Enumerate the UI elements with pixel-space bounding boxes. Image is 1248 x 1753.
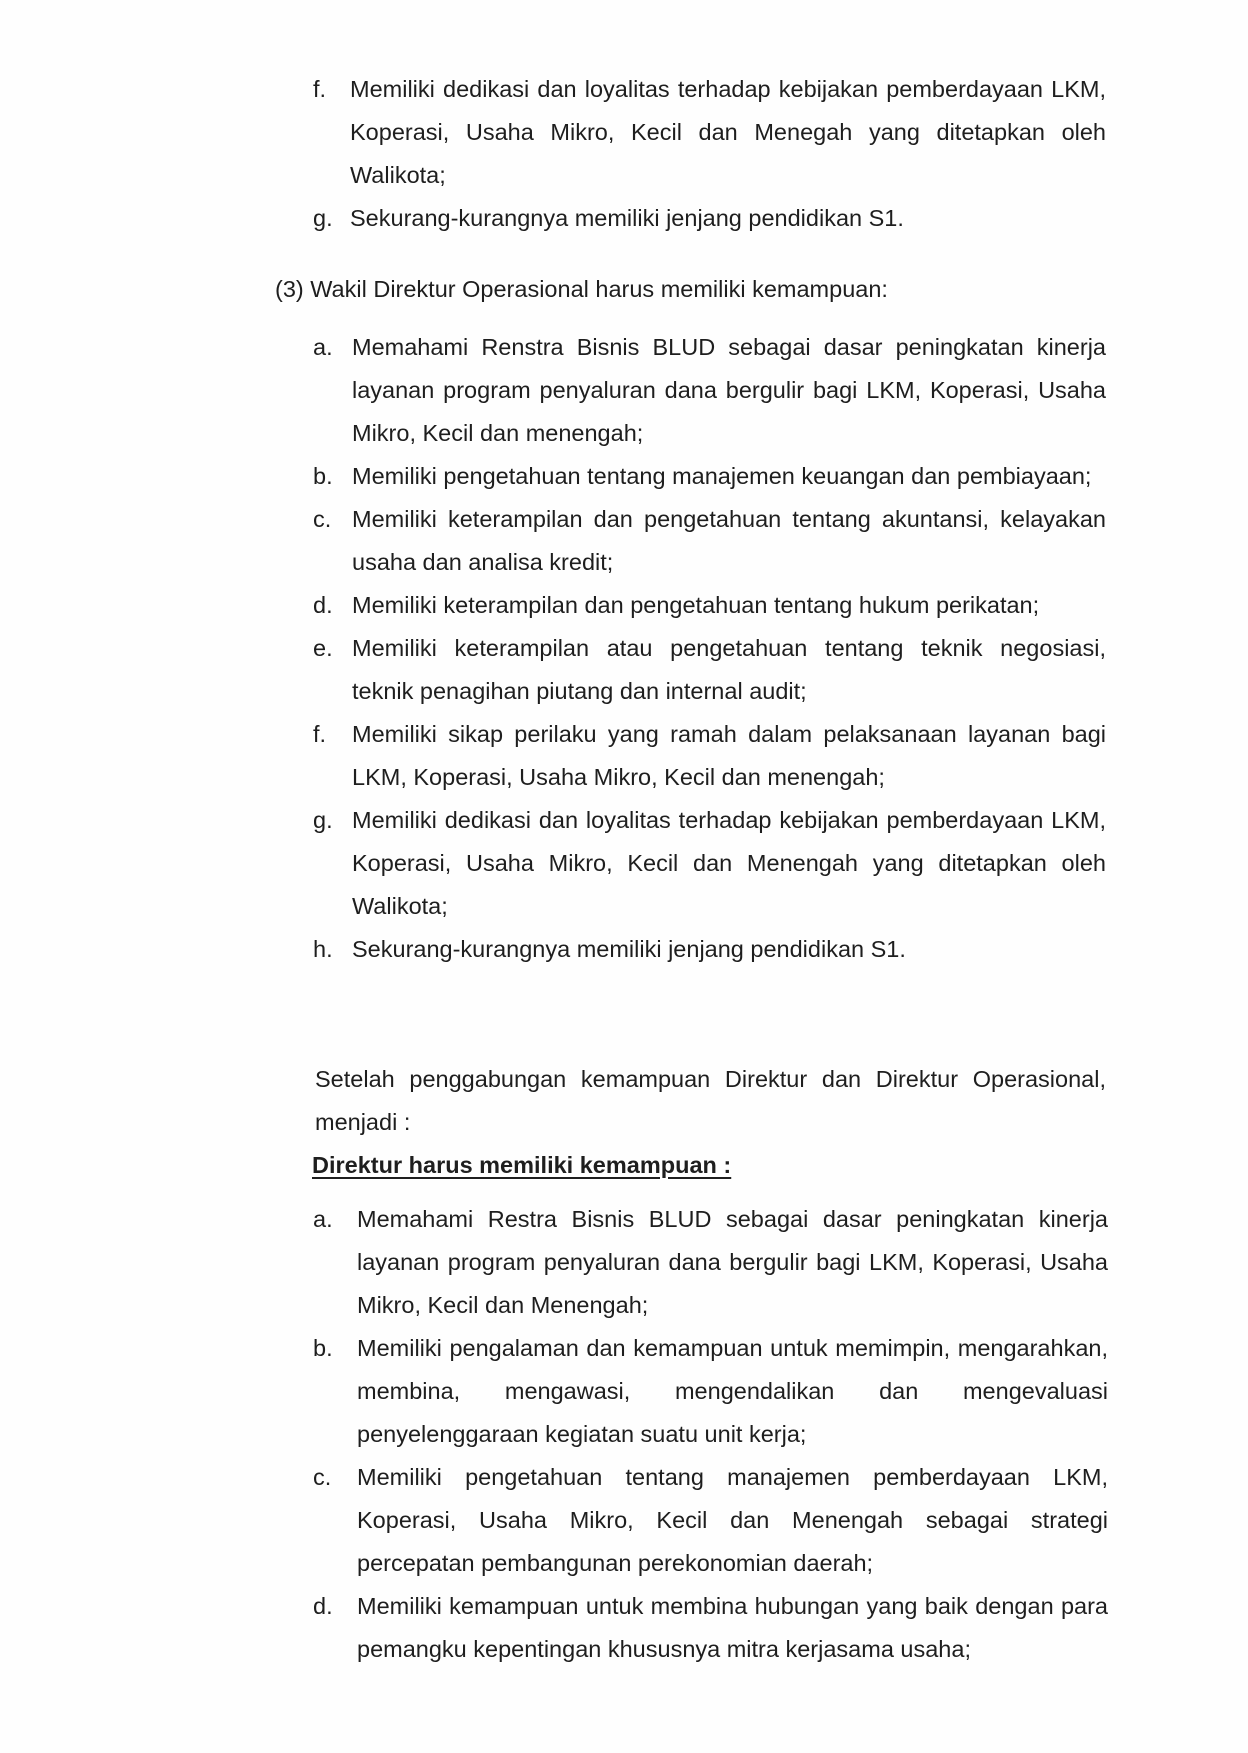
list-item <box>0 197 1248 240</box>
list-item-text: Memiliki keterampilan dan pengetahuan tentang akuntansi, kelayakan usaha dan analisa kredit; <box>352 506 1106 575</box>
list-marker: h. <box>313 936 333 962</box>
list-marker: f. <box>313 76 327 102</box>
list-item <box>0 68 1248 197</box>
list-item-text: Memiliki dedikasi dan loyalitas terhadap kebijakan pemberdayaan LKM, Koperasi, Usaha Mikro, Kecil dan Menegah yang ditetapkan oleh Walikota; <box>350 76 1106 188</box>
director-list <box>0 1198 1248 1671</box>
list-item-text: Memiliki keterampilan dan pengetahuan tentang hukum perikatan; <box>352 592 1040 618</box>
list-marker: g. <box>313 205 333 231</box>
list-item-text: Memahami Renstra Bisnis BLUD sebagai dasar peningkatan kinerja layanan program penyaluran dana bergulir bagi LKM, Koperasi, Usaha Mikro, Kecil dan menengah; <box>352 334 1106 446</box>
director-title: Direktur harus memiliki kemampuan : <box>312 1152 732 1178</box>
list-item-text: Sekurang-kurangnya memiliki jenjang pendidikan S1. <box>350 205 904 231</box>
section-3-list <box>0 326 1248 971</box>
list-marker: c. <box>313 1464 332 1490</box>
list-item <box>0 455 1248 498</box>
list-marker: d. <box>313 592 333 618</box>
list-item <box>0 799 1248 928</box>
list-marker: b. <box>313 1335 333 1361</box>
list-item-text: Memiliki pengalaman dan kemampuan untuk memimpin, mengarahkan, membina, mengawasi, mengendalikan dan mengevaluasi penyelenggaraan kegiatan suatu unit kerja; <box>357 1335 1108 1447</box>
list-item <box>0 928 1248 971</box>
list-item-text: Memiliki pengetahuan tentang manajemen keuangan dan pembiayaan; <box>352 463 1092 489</box>
list-marker: f. <box>313 721 327 747</box>
list-item <box>0 1198 1248 1327</box>
list-marker: d. <box>313 1593 333 1619</box>
list-item <box>0 584 1248 627</box>
list-item-text: Memiliki keterampilan atau pengetahuan tentang teknik negosiasi, teknik penagihan piutang dan internal audit; <box>352 635 1106 704</box>
list-item <box>0 1585 1248 1671</box>
list-item-text: Memiliki sikap perilaku yang ramah dalam pelaksanaan layanan bagi LKM, Koperasi, Usaha Mikro, Kecil dan menengah; <box>352 721 1106 790</box>
list-item <box>0 326 1248 455</box>
list-marker: g. <box>313 807 333 833</box>
section-3-heading: (3) Wakil Direktur Operasional harus memiliki kemampuan: <box>275 276 888 302</box>
list-item <box>0 1327 1248 1456</box>
list-item-text: Memahami Restra Bisnis BLUD sebagai dasar peningkatan kinerja layanan program penyaluran dana bergulir bagi LKM, Koperasi, Usaha Mikro, Kecil dan Menengah; <box>357 1206 1108 1318</box>
list-item-text: Memiliki pengetahuan tentang manajemen pemberdayaan LKM, Koperasi, Usaha Mikro, Kecil dan Menengah sebagai strategi percepatan pembangunan perekonomian daerah; <box>357 1464 1108 1576</box>
list-marker: a. <box>313 1206 333 1232</box>
list-item <box>0 1456 1248 1585</box>
list-continuation <box>0 68 1248 240</box>
list-item-text: Memiliki kemampuan untuk membina hubungan yang baik dengan para pemangku kepentingan khususnya mitra kerjasama usaha; <box>357 1593 1108 1662</box>
list-marker: b. <box>313 463 333 489</box>
list-item <box>0 627 1248 713</box>
list-item <box>0 498 1248 584</box>
list-item <box>0 713 1248 799</box>
list-marker: c. <box>313 506 332 532</box>
list-item-text: Sekurang-kurangnya memiliki jenjang pendidikan S1. <box>352 936 906 962</box>
list-item-text: Memiliki dedikasi dan loyalitas terhadap kebijakan pemberdayaan LKM, Koperasi, Usaha Mikro, Kecil dan Menengah yang ditetapkan oleh Walikota; <box>352 807 1106 919</box>
list-marker: e. <box>313 635 333 661</box>
list-marker: a. <box>313 334 333 360</box>
merge-paragraph: Setelah penggabungan kemampuan Direktur dan Direktur Operasional, menjadi : <box>315 1066 1106 1135</box>
